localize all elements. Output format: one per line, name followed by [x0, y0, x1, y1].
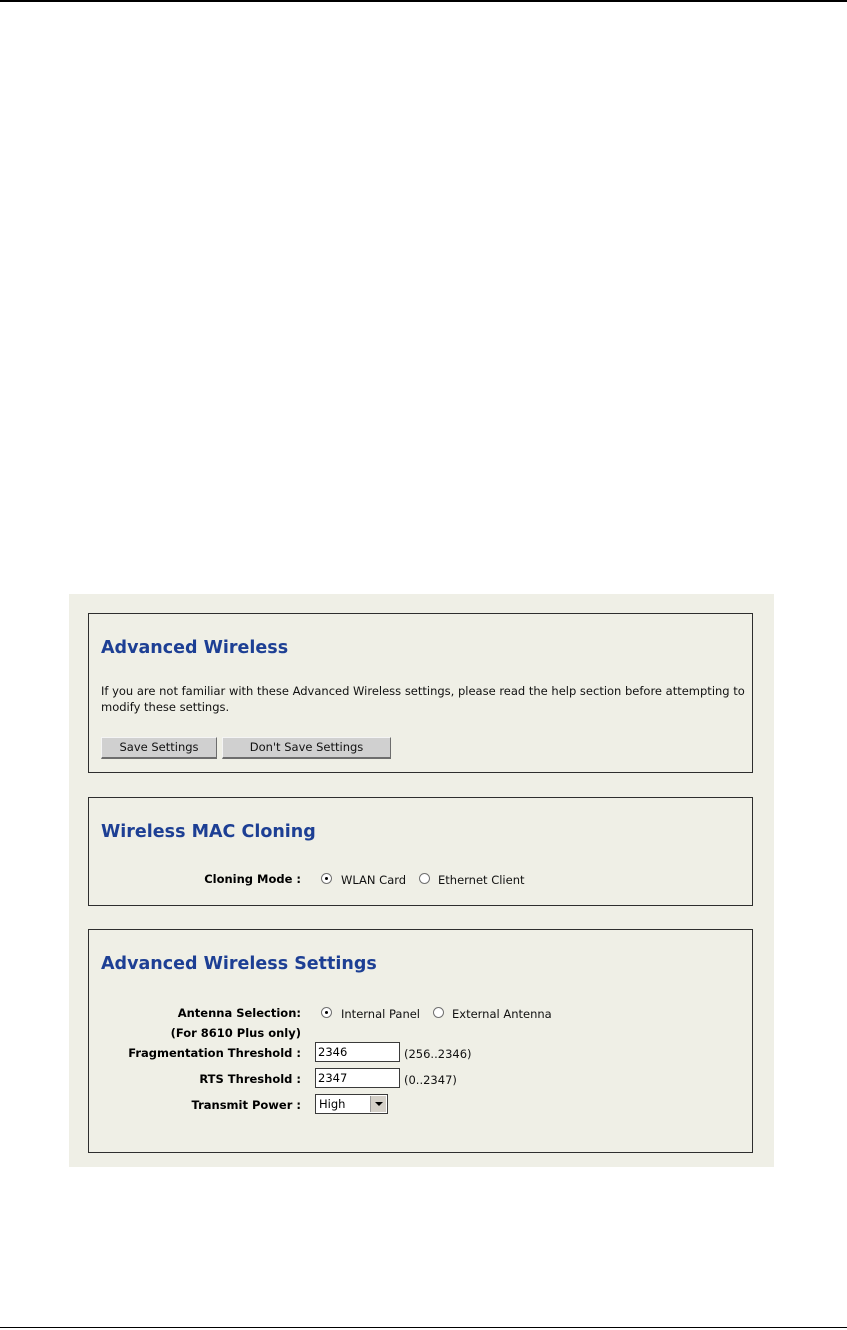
mac-cloning-panel [88, 797, 753, 906]
transmit-power-label: Transmit Power : [191, 1098, 301, 1112]
ethernet-client-radio[interactable] [419, 873, 430, 884]
antenna-selection-note: (For 8610 Plus only) [170, 1026, 301, 1040]
chevron-down-icon[interactable] [370, 1096, 386, 1112]
wlan-card-option-label: WLAN Card [341, 873, 407, 887]
top-page-rule [0, 0, 847, 2]
internal-panel-option-label: Internal Panel [341, 1007, 421, 1021]
rts-threshold-label: RTS Threshold : [199, 1072, 301, 1086]
mac-cloning-title: Wireless MAC Cloning [101, 822, 316, 842]
fragmentation-threshold-label: Fragmentation Threshold : [128, 1046, 301, 1060]
dont-save-settings-button[interactable]: Don't Save Settings [222, 737, 391, 759]
bottom-page-rule [0, 1327, 847, 1328]
advanced-wireless-title: Advanced Wireless [101, 638, 289, 658]
rts-threshold-input[interactable] [315, 1068, 400, 1088]
transmit-power-select[interactable] [315, 1094, 388, 1114]
radio-selected-dot [325, 1011, 328, 1014]
advanced-wireless-settings-title: Advanced Wireless Settings [101, 954, 377, 974]
ethernet-client-option-label: Ethernet Client [438, 873, 525, 887]
advanced-wireless-settings-panel [88, 929, 753, 1153]
external-antenna-option-label: External Antenna [452, 1007, 552, 1021]
fragmentation-threshold-range: (256..2346) [404, 1047, 472, 1061]
save-settings-button[interactable]: Save Settings [101, 737, 217, 759]
internal-panel-radio[interactable] [321, 1007, 332, 1018]
transmit-power-value: High [319, 1097, 346, 1111]
fragmentation-threshold-input[interactable] [315, 1042, 400, 1062]
cloning-mode-label: Cloning Mode : [204, 872, 301, 886]
advanced-wireless-panel [88, 613, 753, 773]
router-settings-screenshot [69, 594, 774, 1167]
antenna-selection-label: Antenna Selection: [177, 1006, 301, 1020]
wlan-card-radio[interactable] [321, 873, 332, 884]
external-antenna-radio[interactable] [433, 1007, 444, 1018]
radio-selected-dot [325, 877, 328, 880]
advanced-wireless-description: If you are not familiar with these Advanced Wireless settings, please read the help section before attempting to modify these settings. [101, 684, 745, 714]
rts-threshold-range: (0..2347) [404, 1073, 457, 1087]
